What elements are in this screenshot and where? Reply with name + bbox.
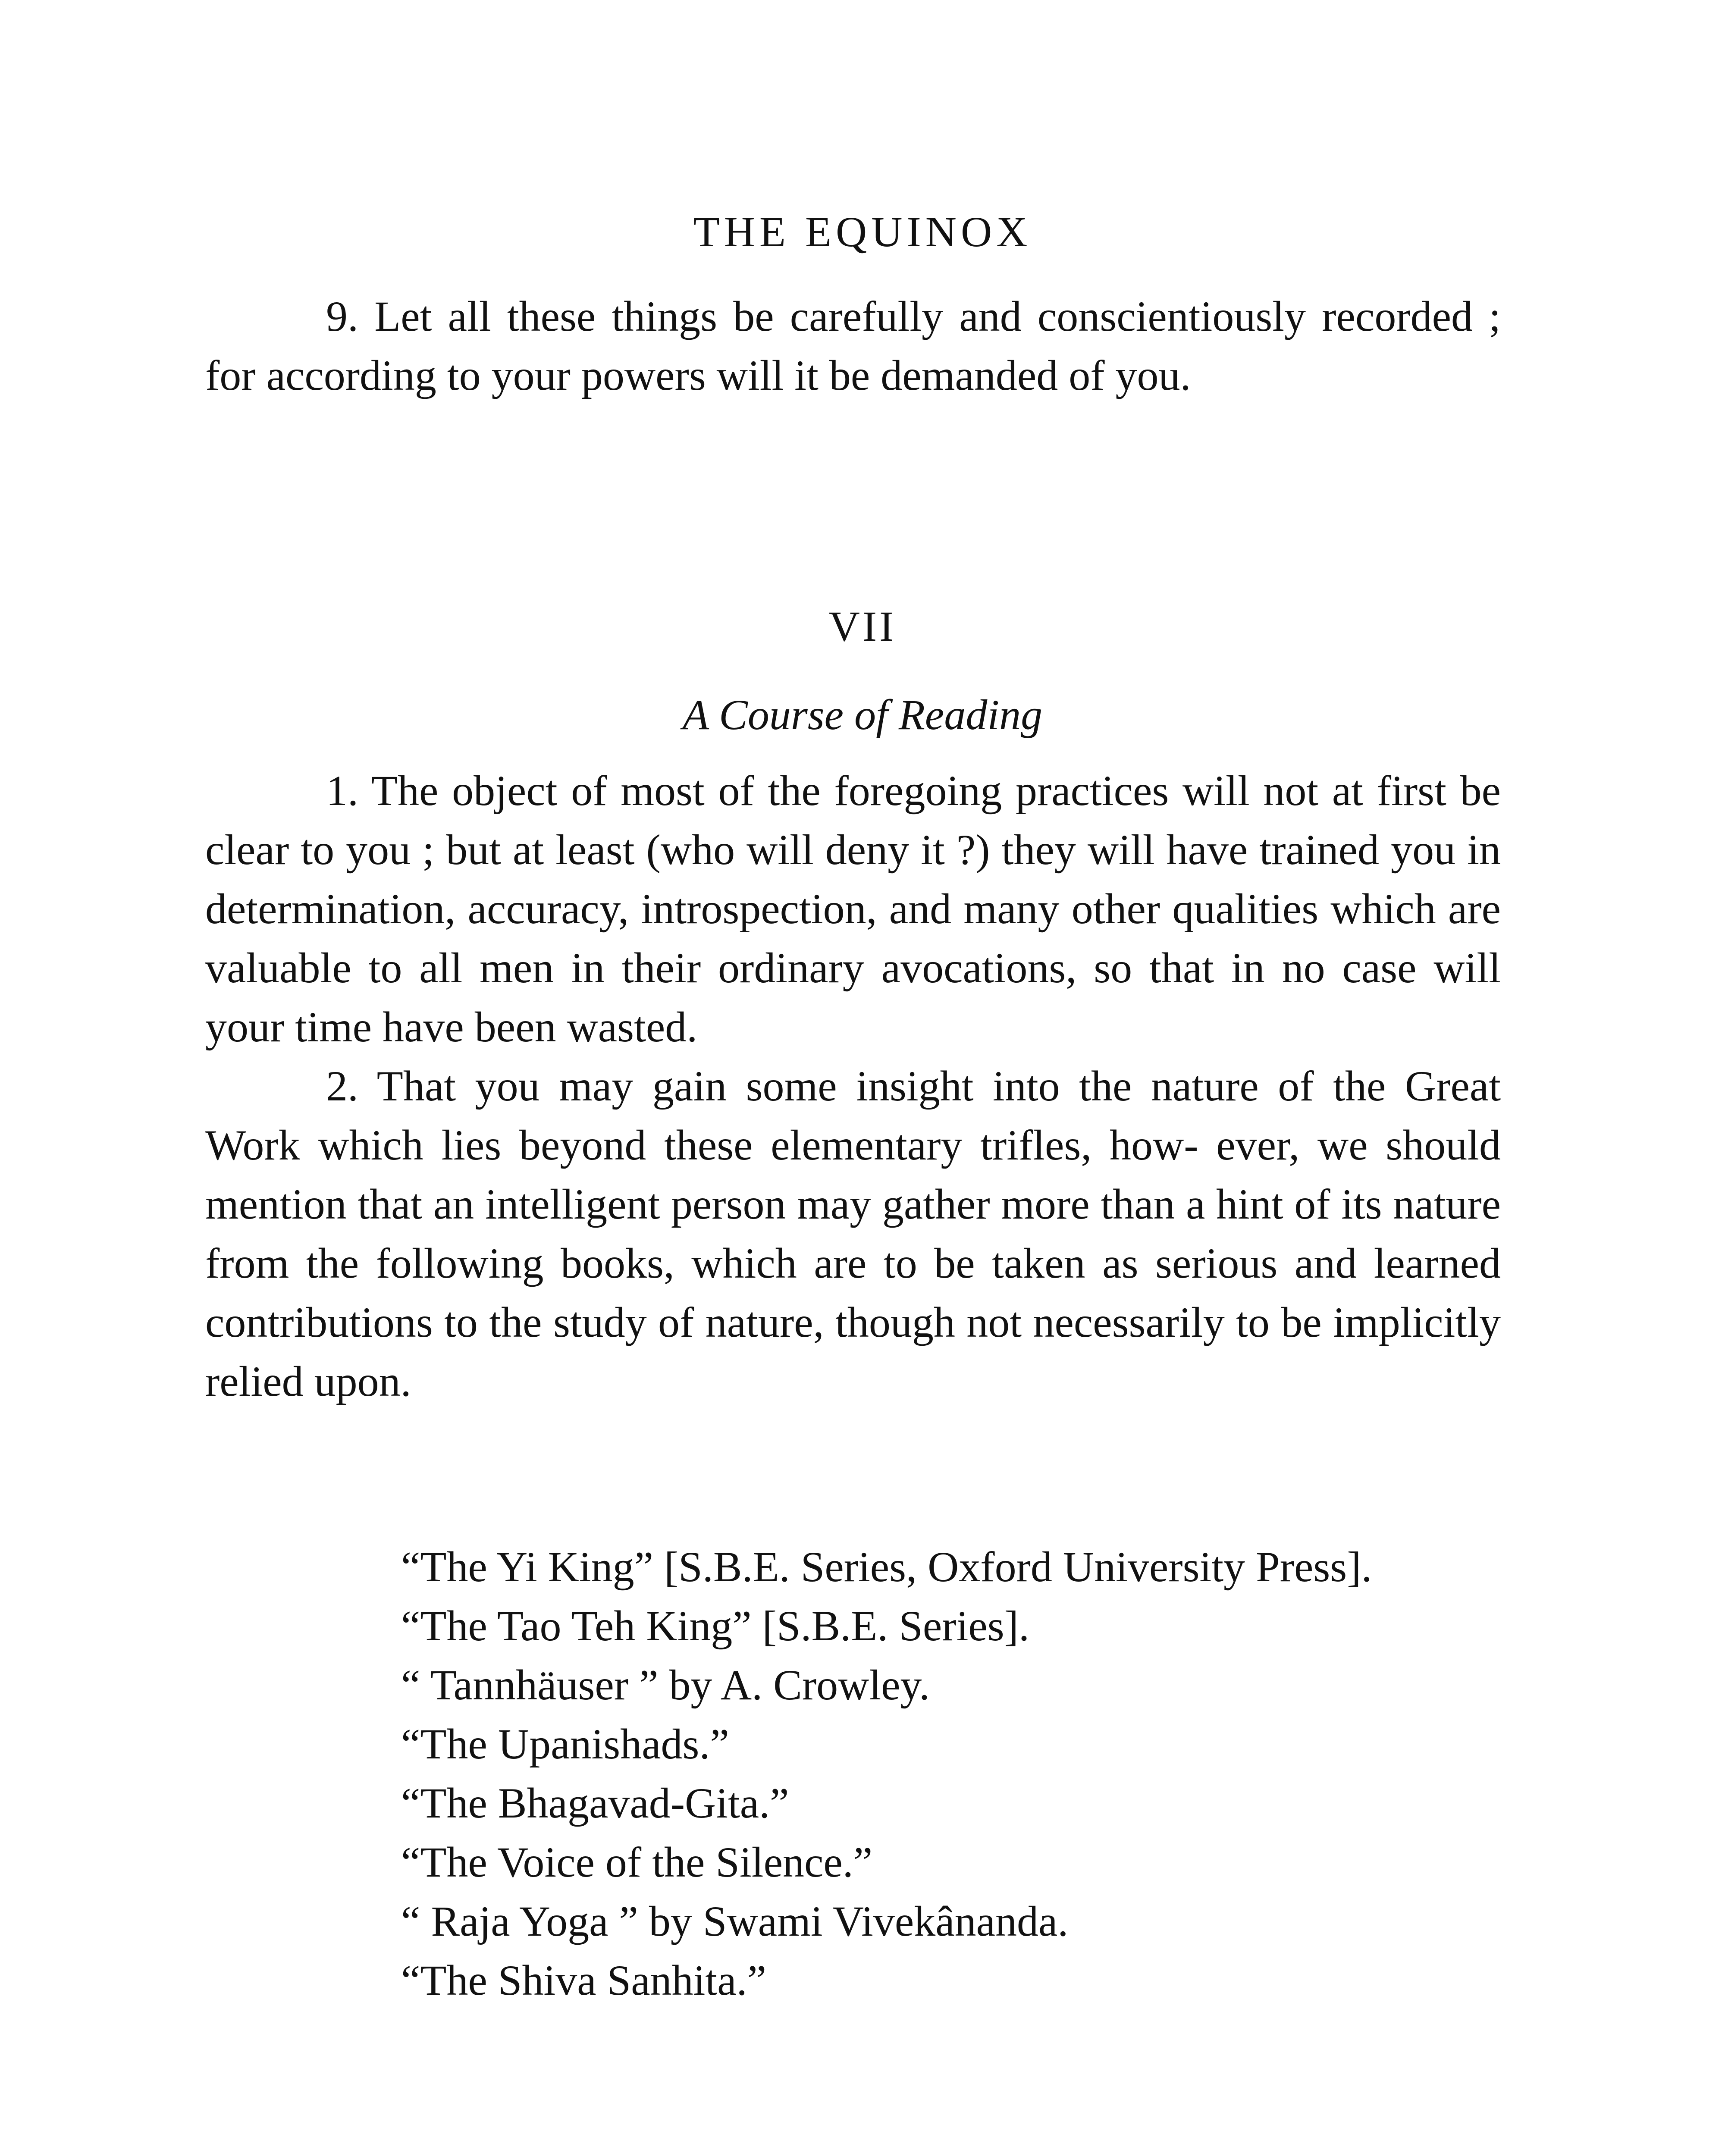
reading-list-item: “The Upanishads.”: [401, 1720, 729, 1768]
section-number: VII: [828, 602, 897, 650]
paragraph-2: 2. That you may gain some insight into the nature of the Great Work which lies beyond these elementary trifles, how- ever, we should mention that an intelligent person may gather more than a hint of its nature from the following books, which are to be taken as serious and learned contributions to the study of nature, though not necessarily to be implicitly relied upon.: [205, 1062, 1501, 1405]
running-head: THE EQUINOX: [693, 208, 1032, 256]
reading-list-item: “ Raja Yoga ” by Swami Vivekânanda.: [401, 1897, 1069, 1945]
reading-list-item: “The Voice of the Silence.”: [401, 1838, 873, 1886]
section-body: [205, 761, 1501, 1411]
reading-list-item: “The Bhagavad-Gita.”: [401, 1779, 789, 1827]
section-title: A Course of Reading: [682, 691, 1043, 739]
paragraph-block: [205, 287, 1501, 405]
reading-list: [401, 1537, 1501, 2010]
paragraph-9: 9. Let all these things be carefully and conscientiously recorded ; for according to your powers will it be demanded of you.: [205, 292, 1501, 399]
reading-list-item: “The Tao Teh King” [S.B.E. Series].: [401, 1602, 1029, 1650]
reading-list-item: “The Shiva Sanhita.”: [401, 1956, 766, 2004]
paragraph-1: 1. The object of most of the foregoing practices will not at first be clear to you ; but at least (who will deny it ?) they will have trained you in determination, accuracy, introspection, and many other qualities which are valuable to all men in their ordinary avocations, so that in no case will your time have been wasted.: [205, 767, 1501, 1051]
reading-list-item: “ Tannhäuser ” by A. Crowley.: [401, 1661, 930, 1709]
reading-list-item: “The Yi King” [S.B.E. Series, Oxford University Press].: [401, 1543, 1372, 1591]
